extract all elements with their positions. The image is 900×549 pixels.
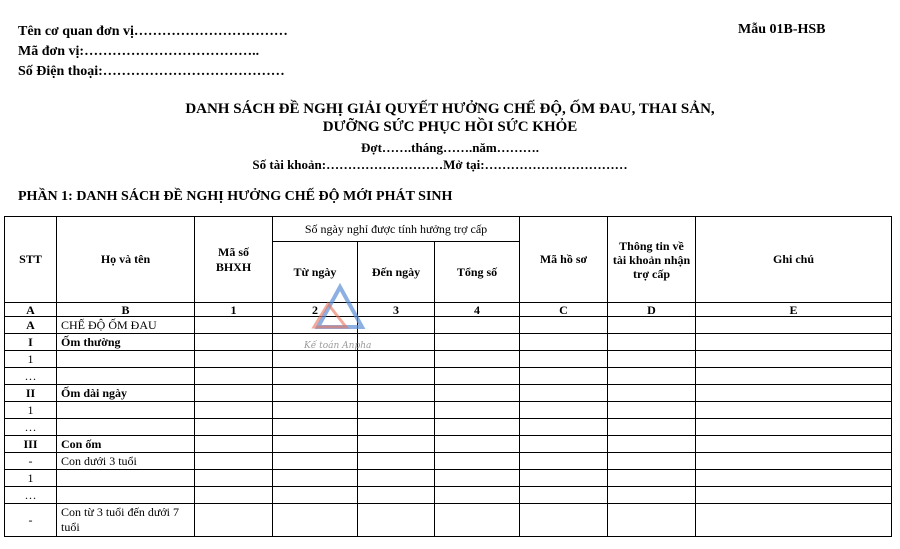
- header-note: Ghi chú: [696, 217, 892, 303]
- empty-cell: [435, 368, 520, 385]
- empty-cell: [520, 504, 608, 537]
- empty-cell: [273, 334, 358, 351]
- agency-line: Tên cơ quan đơn vị……………………………: [18, 24, 288, 39]
- empty-cell: [608, 402, 696, 419]
- empty-cell: [435, 419, 520, 436]
- empty-cell: [358, 470, 435, 487]
- name-cell: [57, 351, 195, 368]
- stt-cell: I: [5, 334, 57, 351]
- stt-cell: -: [5, 504, 57, 537]
- empty-cell: [435, 504, 520, 537]
- title-line-1: DANH SÁCH ĐỀ NGHỊ GIẢI QUYẾT HƯỞNG CHẾ ĐỘ, ỐM ĐAU, THAI SẢN,: [185, 101, 715, 117]
- table-row: [5, 436, 892, 453]
- name-cell: [57, 368, 195, 385]
- empty-cell: [520, 385, 608, 402]
- header-from-date: Từ ngày: [273, 242, 358, 303]
- empty-cell: [195, 470, 273, 487]
- title-line-2: DƯỠNG SỨC PHỤC HỒI SỨC KHỎE: [322, 119, 578, 135]
- table-row: [5, 317, 892, 334]
- table-row: [5, 504, 892, 537]
- empty-cell: [608, 334, 696, 351]
- empty-cell: [435, 436, 520, 453]
- name-cell: Ốm dài ngày: [57, 385, 195, 402]
- empty-cell: [273, 453, 358, 470]
- empty-cell: [608, 385, 696, 402]
- empty-cell: [195, 453, 273, 470]
- header-days-group: Số ngày nghỉ được tính hưởng trợ cấp: [273, 217, 520, 242]
- stt-cell: -: [5, 453, 57, 470]
- empty-cell: [358, 453, 435, 470]
- empty-cell: [358, 368, 435, 385]
- index-cell: C: [520, 303, 608, 317]
- empty-cell: [195, 385, 273, 402]
- header-account-info: Thông tin về tài khoản nhận trợ cấp: [608, 217, 696, 303]
- empty-cell: [358, 419, 435, 436]
- empty-cell: [608, 317, 696, 334]
- name-cell: [57, 470, 195, 487]
- empty-cell: [520, 402, 608, 419]
- empty-cell: [435, 317, 520, 334]
- stt-cell: …: [5, 419, 57, 436]
- empty-cell: [273, 385, 358, 402]
- empty-cell: [435, 470, 520, 487]
- index-cell: D: [608, 303, 696, 317]
- stt-cell: 1: [5, 402, 57, 419]
- empty-cell: [608, 470, 696, 487]
- empty-cell: [195, 436, 273, 453]
- unit-code-line: Mã đơn vị:………………………………..: [18, 44, 260, 59]
- empty-cell: [608, 504, 696, 537]
- index-cell: E: [696, 303, 892, 317]
- empty-cell: [195, 317, 273, 334]
- empty-cell: [273, 402, 358, 419]
- empty-cell: [195, 334, 273, 351]
- empty-cell: [273, 504, 358, 537]
- empty-cell: [358, 504, 435, 537]
- empty-cell: [435, 487, 520, 504]
- table-row: [5, 487, 892, 504]
- empty-cell: [520, 487, 608, 504]
- name-cell: [57, 402, 195, 419]
- empty-cell: [273, 368, 358, 385]
- form-code: Mẫu 01B-HSB: [738, 22, 826, 37]
- empty-cell: [195, 487, 273, 504]
- empty-cell: [696, 419, 892, 436]
- phone-line: Số Điện thoại:…………………………………: [18, 64, 285, 79]
- name-cell: Ốm thường: [57, 334, 195, 351]
- header-name: Họ và tên: [57, 217, 195, 303]
- column-index-row: [5, 303, 892, 317]
- empty-cell: [435, 453, 520, 470]
- empty-cell: [358, 334, 435, 351]
- header-bhxh: Mã số BHXH: [195, 217, 273, 303]
- name-cell: Con từ 3 tuổi đến dưới 7 tuổi: [57, 504, 195, 537]
- empty-cell: [696, 504, 892, 537]
- request-table: [4, 216, 892, 537]
- stt-cell: 1: [5, 351, 57, 368]
- table-row: [5, 351, 892, 368]
- stt-cell: …: [5, 487, 57, 504]
- empty-cell: [696, 487, 892, 504]
- empty-cell: [696, 402, 892, 419]
- header-stt: STT: [5, 217, 57, 303]
- table-row: [5, 419, 892, 436]
- empty-cell: [520, 351, 608, 368]
- table-row: [5, 453, 892, 470]
- index-cell: B: [57, 303, 195, 317]
- empty-cell: [435, 402, 520, 419]
- table-row: [5, 334, 892, 351]
- empty-cell: [358, 317, 435, 334]
- header-to-date: Đến ngày: [358, 242, 435, 303]
- index-cell: 3: [358, 303, 435, 317]
- empty-cell: [195, 368, 273, 385]
- empty-cell: [435, 385, 520, 402]
- empty-cell: [195, 419, 273, 436]
- empty-cell: [696, 368, 892, 385]
- index-cell: A: [5, 303, 57, 317]
- period-line: Đợt…….tháng…….năm……….: [360, 140, 539, 155]
- empty-cell: [358, 487, 435, 504]
- name-cell: Con dưới 3 tuổi: [57, 453, 195, 470]
- header-total: Tổng số: [435, 242, 520, 303]
- empty-cell: [696, 385, 892, 402]
- empty-cell: [273, 351, 358, 368]
- empty-cell: [696, 351, 892, 368]
- empty-cell: [273, 436, 358, 453]
- index-cell: 4: [435, 303, 520, 317]
- table-row: [5, 402, 892, 419]
- empty-cell: [520, 436, 608, 453]
- index-cell: 2: [273, 303, 358, 317]
- name-cell: CHẾ ĐỘ ỐM ĐAU: [57, 317, 195, 334]
- empty-cell: [435, 334, 520, 351]
- empty-cell: [520, 453, 608, 470]
- account-line: Số tài khoản:………………………Mở tại:……………………………: [252, 157, 628, 172]
- header-file-code: Mã hồ sơ: [520, 217, 608, 303]
- empty-cell: [608, 419, 696, 436]
- empty-cell: [520, 419, 608, 436]
- empty-cell: [195, 351, 273, 368]
- watermark-text: Kế toán Anpha: [304, 341, 372, 351]
- empty-cell: [273, 419, 358, 436]
- stt-cell: III: [5, 436, 57, 453]
- name-cell: Con ốm: [57, 436, 195, 453]
- empty-cell: [520, 368, 608, 385]
- empty-cell: [608, 368, 696, 385]
- empty-cell: [273, 470, 358, 487]
- empty-cell: [696, 436, 892, 453]
- document-title: [0, 100, 900, 136]
- name-cell: [57, 487, 195, 504]
- empty-cell: [435, 351, 520, 368]
- empty-cell: [358, 385, 435, 402]
- empty-cell: [696, 453, 892, 470]
- empty-cell: [358, 402, 435, 419]
- stt-cell: A: [5, 317, 57, 334]
- empty-cell: [520, 334, 608, 351]
- empty-cell: [696, 334, 892, 351]
- stt-cell: …: [5, 368, 57, 385]
- empty-cell: [358, 436, 435, 453]
- empty-cell: [608, 351, 696, 368]
- header-info: [18, 22, 288, 82]
- empty-cell: [608, 436, 696, 453]
- table-row: [5, 385, 892, 402]
- empty-cell: [273, 487, 358, 504]
- empty-cell: [608, 453, 696, 470]
- empty-cell: [608, 487, 696, 504]
- stt-cell: II: [5, 385, 57, 402]
- part-1-title: PHẦN 1: DANH SÁCH ĐỀ NGHỊ HƯỞNG CHẾ ĐỘ MỚI PHÁT SINH: [18, 189, 453, 204]
- empty-cell: [696, 317, 892, 334]
- empty-cell: [696, 470, 892, 487]
- empty-cell: [195, 504, 273, 537]
- name-cell: [57, 419, 195, 436]
- stt-cell: 1: [5, 470, 57, 487]
- empty-cell: [520, 470, 608, 487]
- table-row: [5, 470, 892, 487]
- table-row: [5, 368, 892, 385]
- index-cell: 1: [195, 303, 273, 317]
- empty-cell: [273, 317, 358, 334]
- empty-cell: [195, 402, 273, 419]
- empty-cell: [358, 351, 435, 368]
- empty-cell: [520, 317, 608, 334]
